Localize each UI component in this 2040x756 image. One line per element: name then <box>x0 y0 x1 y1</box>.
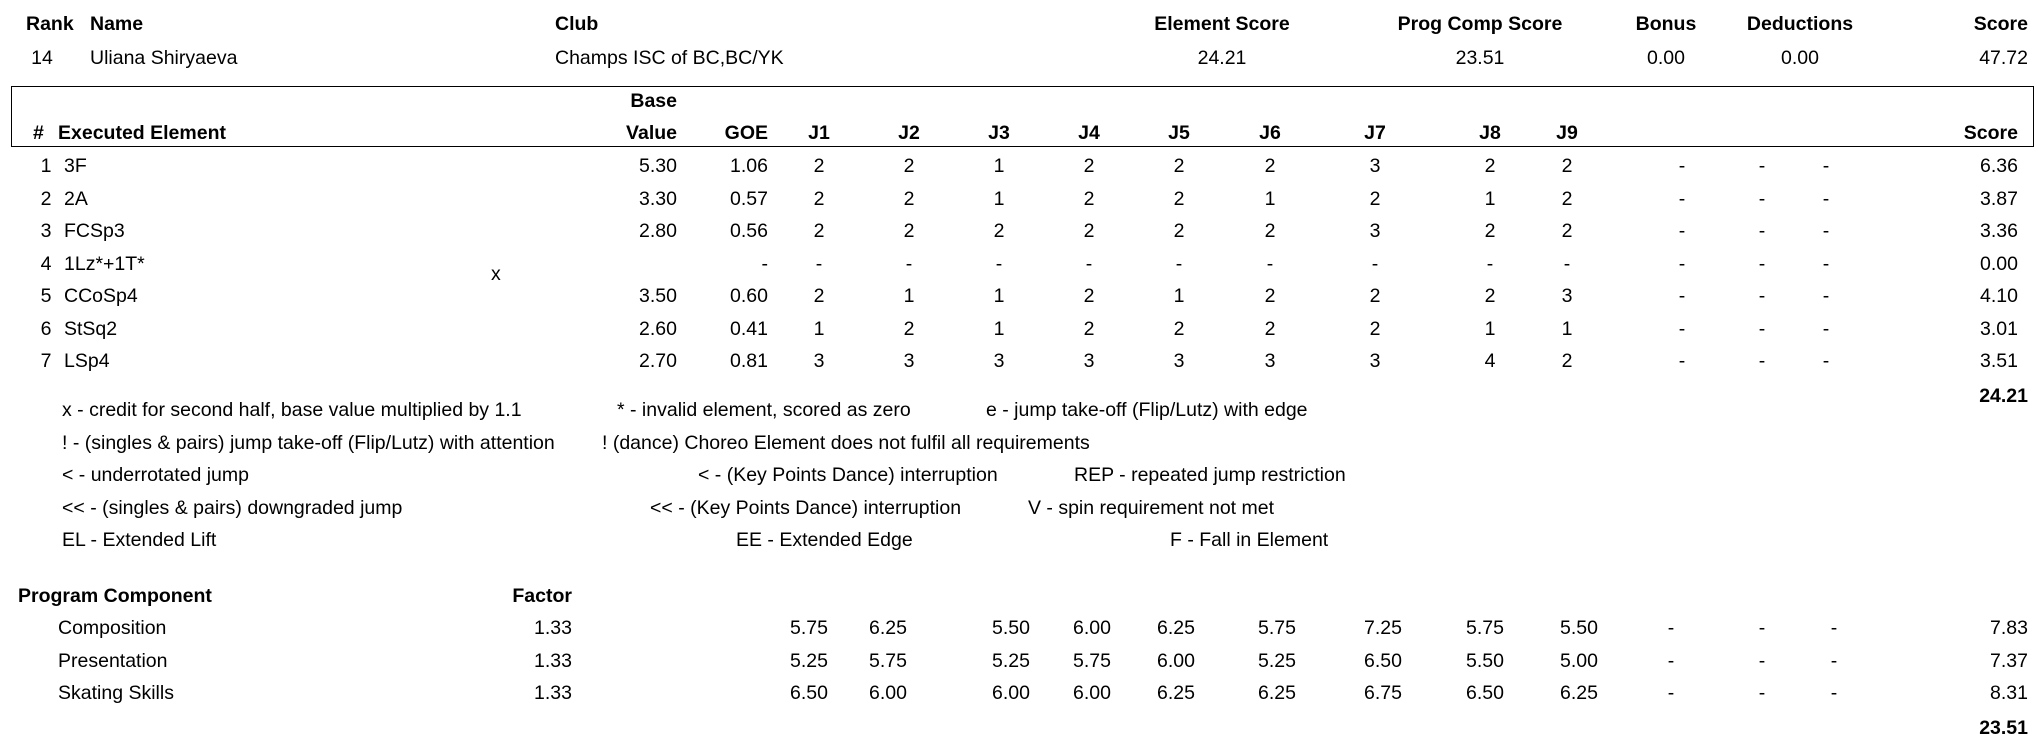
component-judge-3-score: 6.00 <box>992 682 1030 704</box>
element-name: CCoSp4 <box>64 285 138 307</box>
legend-underrotated: < - underrotated jump <box>62 464 249 486</box>
element-empty-judge-cell: - <box>1678 220 1686 242</box>
name-label: Name <box>90 13 144 35</box>
component-name: Composition <box>58 617 167 639</box>
element-judge-1-score: 3 <box>813 350 825 372</box>
element-judge-5-score: 2 <box>1173 317 1185 340</box>
element-score: 3.51 <box>1980 350 2018 372</box>
component-judge-9-score: 5.00 <box>1560 649 1598 672</box>
element-judge-5-score: 1 <box>1173 285 1185 307</box>
component-empty-judge-cell: - <box>1758 649 1766 672</box>
elements-num-header: # <box>33 122 44 144</box>
element-judge-9-score: 2 <box>1561 220 1573 242</box>
factor-header: Factor <box>512 585 572 607</box>
component-empty-judge-cell: - <box>1830 617 1838 639</box>
element-judge-2-score: - <box>905 252 913 275</box>
element-number: 6 <box>40 317 52 340</box>
legend-x-credit: x - credit for second half, base value multiplied by 1.1 <box>62 399 522 421</box>
element-judge-4-score: - <box>1085 252 1093 275</box>
component-judge-5-score: 6.00 <box>1157 649 1195 672</box>
component-judge-4-score: 6.00 <box>1073 682 1111 704</box>
component-empty-judge-cell: - <box>1667 649 1675 672</box>
element-empty-judge-cell: - <box>1822 317 1830 340</box>
element-judge-6-score: 2 <box>1264 285 1276 307</box>
judge-header-2: J2 <box>898 122 920 144</box>
element-name: 3F <box>64 155 87 177</box>
program-component-header: Program Component <box>18 585 212 607</box>
component-judge-4-score: 5.75 <box>1073 649 1111 672</box>
element-number: 5 <box>40 285 52 307</box>
base-header-line1: Base <box>630 90 677 112</box>
element-goe: 1.06 <box>730 155 768 177</box>
element-judge-2-score: 2 <box>903 155 915 177</box>
element-judge-6-score: 2 <box>1264 220 1276 242</box>
element-judge-2-score: 2 <box>903 187 915 210</box>
legend-spin-requirement: V - spin requirement not met <box>1028 497 1275 519</box>
element-judge-3-score: 1 <box>993 187 1005 210</box>
component-empty-judge-cell: - <box>1667 617 1675 639</box>
element-judge-4-score: 2 <box>1083 187 1095 210</box>
club-label: Club <box>555 13 599 35</box>
legend-kp-interruption: < - (Key Points Dance) interruption <box>698 464 998 486</box>
component-judge-2-score: 5.75 <box>869 649 907 672</box>
element-score: 6.36 <box>1980 155 2018 177</box>
element-goe: 0.81 <box>730 350 768 372</box>
element-empty-judge-cell: - <box>1822 155 1830 177</box>
element-judge-4-score: 2 <box>1083 317 1095 340</box>
component-judge-9-score: 5.50 <box>1560 617 1598 639</box>
element-judge-1-score: - <box>815 252 823 275</box>
component-judge-7-score: 6.50 <box>1364 649 1402 672</box>
component-judge-3-score: 5.25 <box>992 649 1030 672</box>
component-empty-judge-cell: - <box>1830 649 1838 672</box>
legend-extended-lift: EL - Extended Lift <box>62 529 217 551</box>
element-judge-8-score: 2 <box>1484 220 1496 242</box>
element-judge-8-score: 2 <box>1484 155 1496 177</box>
skater-total-score: 47.72 <box>1979 47 2028 69</box>
judge-header-8: J8 <box>1479 122 1501 144</box>
element-empty-judge-cell: - <box>1822 252 1830 275</box>
element-goe: 0.41 <box>730 317 768 340</box>
judge-header-9: J9 <box>1556 122 1578 144</box>
elements-header-box <box>11 86 2034 147</box>
element-judge-9-score: 3 <box>1561 285 1573 307</box>
component-empty-judge-cell: - <box>1830 682 1838 704</box>
element-judge-8-score: 1 <box>1484 317 1496 340</box>
element-empty-judge-cell: - <box>1822 187 1830 210</box>
element-number: 2 <box>40 187 52 210</box>
base-header-line2: Value <box>626 122 677 144</box>
element-base-value: 3.50 <box>639 285 677 307</box>
element-judge-3-score: 1 <box>993 155 1005 177</box>
element-empty-judge-cell: - <box>1678 187 1686 210</box>
elements-total: 24.21 <box>1979 385 2028 407</box>
element-empty-judge-cell: - <box>1822 350 1830 372</box>
element-judge-9-score: 2 <box>1561 155 1573 177</box>
component-name: Skating Skills <box>58 682 174 704</box>
component-empty-judge-cell: - <box>1758 617 1766 639</box>
legend-kp-interruption-2: << - (Key Points Dance) interruption <box>650 497 962 519</box>
element-judge-6-score: 2 <box>1264 317 1276 340</box>
element-name: StSq2 <box>64 317 118 340</box>
element-empty-judge-cell: - <box>1822 220 1830 242</box>
element-number: 3 <box>40 220 52 242</box>
prog-comp-score-label: Prog Comp Score <box>1397 13 1563 35</box>
element-judge-9-score: - <box>1563 252 1571 275</box>
element-empty-judge-cell: - <box>1678 350 1686 372</box>
element-judge-1-score: 2 <box>813 285 825 307</box>
element-judge-5-score: - <box>1175 252 1183 275</box>
judge-header-5: J5 <box>1168 122 1190 144</box>
element-score: 3.36 <box>1980 220 2018 242</box>
element-judge-7-score: 3 <box>1369 220 1381 242</box>
component-judge-9-score: 6.25 <box>1560 682 1598 704</box>
goe-header: GOE <box>724 122 768 144</box>
element-judge-6-score: 2 <box>1264 155 1276 177</box>
judge-header-6: J6 <box>1259 122 1281 144</box>
element-judge-7-score: - <box>1371 252 1379 275</box>
element-name: 1Lz*+1T* <box>64 252 145 275</box>
component-judge-1-score: 5.25 <box>790 649 828 672</box>
element-judge-7-score: 3 <box>1369 155 1381 177</box>
skater-element-score: 24.21 <box>1197 47 1247 69</box>
skater-club: Champs ISC of BC,BC/YK <box>555 47 784 69</box>
element-goe: - <box>761 252 768 275</box>
element-name: FCSp3 <box>64 220 125 242</box>
component-judge-8-score: 5.50 <box>1466 649 1504 672</box>
component-judge-7-score: 6.75 <box>1364 682 1402 704</box>
legend-extended-edge: EE - Extended Edge <box>736 529 913 551</box>
components-total: 23.51 <box>1979 717 2028 739</box>
element-judge-6-score: 1 <box>1264 187 1276 210</box>
element-judge-1-score: 2 <box>813 155 825 177</box>
element-empty-judge-cell: - <box>1678 252 1686 275</box>
rank-label: Rank <box>26 13 74 35</box>
total-score-label: Score <box>1973 13 2028 35</box>
legend-rep: REP - repeated jump restriction <box>1074 464 1346 486</box>
element-judge-7-score: 2 <box>1369 317 1381 340</box>
legend-fall: F - Fall in Element <box>1170 529 1329 551</box>
element-judge-1-score: 2 <box>813 187 825 210</box>
component-judge-7-score: 7.25 <box>1364 617 1402 639</box>
skater-deductions: 0.00 <box>1781 47 1819 69</box>
component-judge-6-score: 5.25 <box>1258 649 1296 672</box>
element-goe: 0.56 <box>730 220 768 242</box>
element-empty-judge-cell: - <box>1758 252 1766 275</box>
component-judge-6-score: 6.25 <box>1258 682 1296 704</box>
component-factor: 1.33 <box>534 682 572 704</box>
component-name: Presentation <box>58 649 168 672</box>
element-judge-8-score: - <box>1486 252 1494 275</box>
element-judge-2-score: 2 <box>903 317 915 340</box>
element-score: 4.10 <box>1980 285 2018 307</box>
skater-name: Uliana Shiryaeva <box>90 47 238 69</box>
element-judge-6-score: 3 <box>1264 350 1276 372</box>
element-judge-2-score: 1 <box>903 285 915 307</box>
component-score: 7.83 <box>1990 617 2028 639</box>
element-empty-judge-cell: - <box>1678 155 1686 177</box>
element-name: LSp4 <box>64 350 110 372</box>
element-base-value: 2.80 <box>639 220 677 242</box>
element-judge-5-score: 2 <box>1173 187 1185 210</box>
element-number: 4 <box>40 252 52 275</box>
component-judge-3-score: 5.50 <box>992 617 1030 639</box>
element-judge-2-score: 3 <box>903 350 915 372</box>
judge-header-1: J1 <box>808 122 830 144</box>
element-judge-5-score: 2 <box>1173 220 1185 242</box>
element-info-flag: x <box>491 262 501 285</box>
component-judge-2-score: 6.00 <box>869 682 907 704</box>
component-factor: 1.33 <box>534 617 572 639</box>
element-judge-4-score: 3 <box>1083 350 1095 372</box>
component-judge-8-score: 5.75 <box>1466 617 1504 639</box>
elements-score-header: Score <box>1963 122 2018 144</box>
element-number: 1 <box>40 155 52 177</box>
element-judge-9-score: 1 <box>1561 317 1573 340</box>
element-empty-judge-cell: - <box>1758 350 1766 372</box>
element-goe: 0.57 <box>730 187 768 210</box>
element-base-value: 2.60 <box>639 317 677 340</box>
element-judge-4-score: 2 <box>1083 285 1095 307</box>
element-goe: 0.60 <box>730 285 768 307</box>
element-number: 7 <box>40 350 52 372</box>
element-judge-8-score: 1 <box>1484 187 1496 210</box>
element-judge-7-score: 2 <box>1369 187 1381 210</box>
component-score: 8.31 <box>1990 682 2028 704</box>
element-judge-2-score: 2 <box>903 220 915 242</box>
element-judge-1-score: 2 <box>813 220 825 242</box>
skater-prog-comp-score: 23.51 <box>1455 47 1505 69</box>
element-judge-9-score: 2 <box>1561 187 1573 210</box>
element-judge-6-score: - <box>1266 252 1274 275</box>
element-empty-judge-cell: - <box>1758 155 1766 177</box>
legend-invalid: * - invalid element, scored as zero <box>617 399 911 421</box>
executed-element-header: Executed Element <box>58 122 226 144</box>
element-judge-9-score: 2 <box>1561 350 1573 372</box>
element-judge-3-score: 2 <box>993 220 1005 242</box>
element-judge-8-score: 4 <box>1484 350 1496 372</box>
element-base-value: 3.30 <box>639 187 677 210</box>
component-judge-6-score: 5.75 <box>1258 617 1296 639</box>
judge-header-4: J4 <box>1078 122 1100 144</box>
element-empty-judge-cell: - <box>1758 220 1766 242</box>
element-empty-judge-cell: - <box>1758 317 1766 340</box>
element-judge-7-score: 2 <box>1369 285 1381 307</box>
element-empty-judge-cell: - <box>1758 187 1766 210</box>
element-score: 3.01 <box>1980 317 2018 340</box>
judge-header-7: J7 <box>1364 122 1386 144</box>
element-base-value: 5.30 <box>639 155 677 177</box>
component-score: 7.37 <box>1990 649 2028 672</box>
element-score-label: Element Score <box>1154 13 1290 35</box>
legend-downgraded: << - (singles & pairs) downgraded jump <box>62 497 403 519</box>
legend-e-edge: e - jump take-off (Flip/Lutz) with edge <box>986 399 1308 421</box>
element-judge-3-score: 3 <box>993 350 1005 372</box>
component-empty-judge-cell: - <box>1667 682 1675 704</box>
skater-bonus: 0.00 <box>1647 47 1685 69</box>
component-judge-5-score: 6.25 <box>1157 682 1195 704</box>
deductions-label: Deductions <box>1746 13 1854 35</box>
component-factor: 1.33 <box>534 649 572 672</box>
element-score: 0.00 <box>1980 252 2018 275</box>
component-judge-1-score: 6.50 <box>790 682 828 704</box>
element-judge-8-score: 2 <box>1484 285 1496 307</box>
bonus-label: Bonus <box>1635 13 1697 35</box>
element-judge-3-score: 1 <box>993 285 1005 307</box>
element-base-value: 2.70 <box>639 350 677 372</box>
judge-header-3: J3 <box>988 122 1010 144</box>
component-judge-4-score: 6.00 <box>1073 617 1111 639</box>
skater-rank: 14 <box>31 47 53 69</box>
element-judge-4-score: 2 <box>1083 220 1095 242</box>
element-empty-judge-cell: - <box>1678 285 1686 307</box>
element-judge-3-score: 1 <box>993 317 1005 340</box>
component-judge-8-score: 6.50 <box>1466 682 1504 704</box>
element-judge-5-score: 2 <box>1173 155 1185 177</box>
element-score: 3.87 <box>1980 187 2018 210</box>
component-empty-judge-cell: - <box>1758 682 1766 704</box>
legend-choreo: ! (dance) Choreo Element does not fulfil all requirements <box>602 432 1090 454</box>
element-judge-4-score: 2 <box>1083 155 1095 177</box>
component-judge-1-score: 5.75 <box>790 617 828 639</box>
element-name: 2A <box>64 187 88 210</box>
element-empty-judge-cell: - <box>1758 285 1766 307</box>
element-judge-1-score: 1 <box>813 317 825 340</box>
element-judge-5-score: 3 <box>1173 350 1185 372</box>
element-judge-7-score: 3 <box>1369 350 1381 372</box>
element-empty-judge-cell: - <box>1822 285 1830 307</box>
legend-attention: ! - (singles & pairs) jump take-off (Flip/Lutz) with attention <box>62 432 555 454</box>
component-judge-5-score: 6.25 <box>1157 617 1195 639</box>
component-judge-2-score: 6.25 <box>869 617 907 639</box>
element-judge-3-score: - <box>995 252 1003 275</box>
element-empty-judge-cell: - <box>1678 317 1686 340</box>
